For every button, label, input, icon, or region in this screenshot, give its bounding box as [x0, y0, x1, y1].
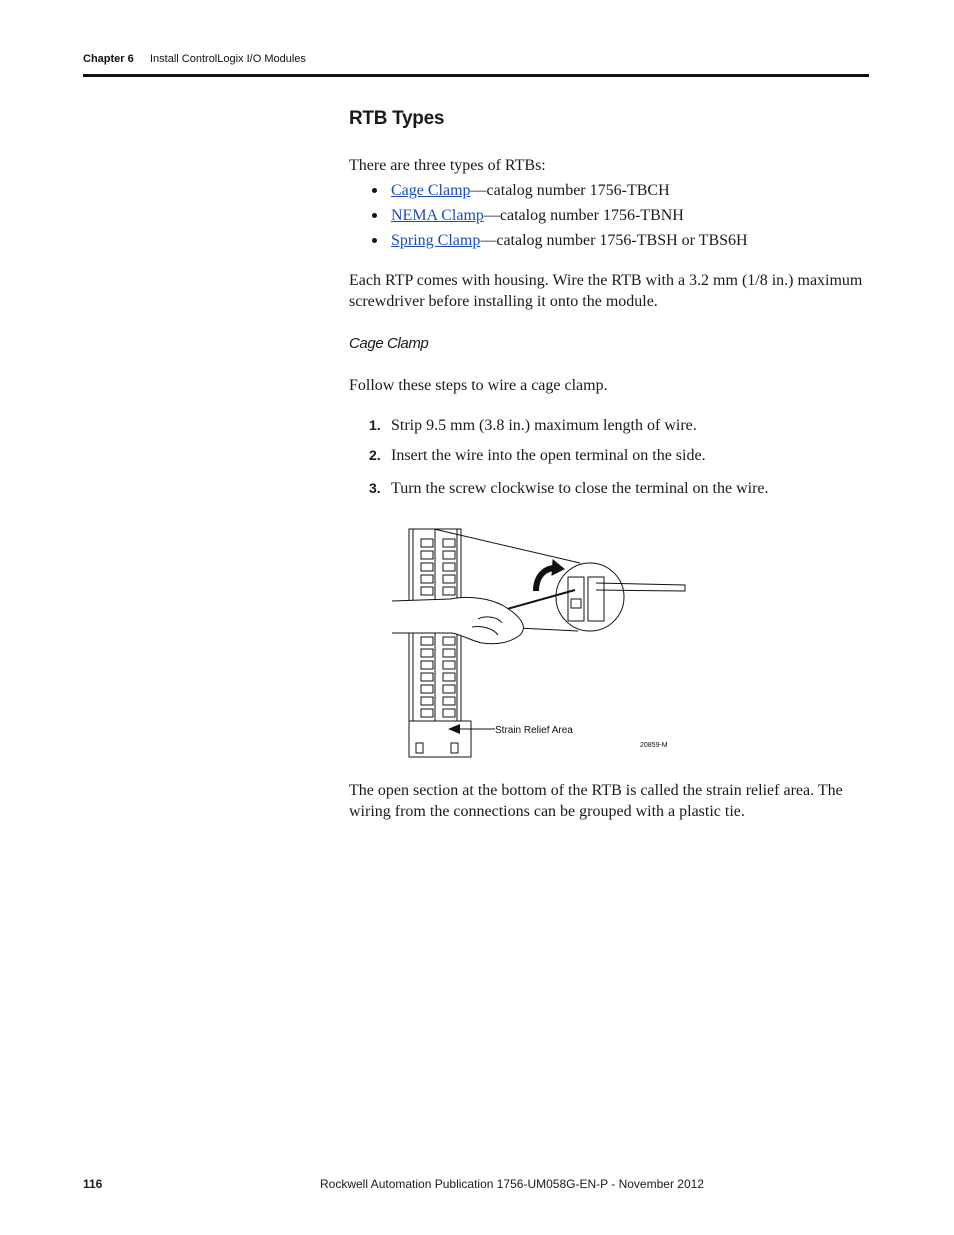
step-3	[369, 478, 769, 499]
publication-info: Rockwell Automation Publication 1756-UM058G-EN-P - November 2012	[320, 1177, 704, 1191]
running-header	[83, 53, 306, 65]
step-text: Strip 9.5 mm (3.8 in.) maximum length of wire.	[391, 417, 697, 434]
hand	[392, 597, 523, 643]
list-item	[349, 180, 748, 205]
screwdriver	[500, 590, 575, 611]
nema-clamp-link[interactable]: NEMA Clamp	[391, 207, 484, 224]
terminal-rows-top	[421, 539, 455, 595]
header-rule	[83, 74, 869, 77]
cage-clamp-link[interactable]: Cage Clamp	[391, 182, 471, 199]
step-text: Turn the screw clockwise to close the terminal on the wire.	[391, 480, 769, 497]
step-1	[369, 415, 697, 436]
figure-id: 20859-M	[640, 742, 668, 749]
step-text: Insert the wire into the open terminal on the side.	[391, 447, 706, 464]
steps-intro: Follow these steps to wire a cage clamp.	[349, 377, 608, 394]
list-item	[349, 230, 748, 255]
list-item	[349, 205, 748, 230]
step-number: 2.	[369, 447, 381, 463]
intro-paragraph: There are three types of RTBs:	[349, 157, 546, 174]
chapter-title: Install ControlLogix I/O Modules	[150, 53, 306, 65]
chapter-label: Chapter 6	[83, 53, 134, 65]
strain-relief-label: Strain Relief Area	[495, 725, 573, 736]
list-item-text: —catalog number 1756-TBSH or TBS6H	[480, 232, 748, 249]
list-item-text: —catalog number 1756-TBCH	[470, 182, 670, 199]
cage-clamp-wiring-figure	[390, 515, 690, 765]
wire	[596, 583, 685, 591]
section-heading: RTB Types	[349, 108, 445, 129]
cage-clamp-subheading: Cage Clamp	[349, 335, 429, 352]
page-number: 116	[83, 1177, 103, 1191]
spring-clamp-link[interactable]: Spring Clamp	[391, 232, 481, 249]
rtb-types-list	[349, 180, 748, 255]
terminal-rows-bottom	[421, 637, 455, 717]
strain-relief-area	[409, 721, 471, 757]
closing-paragraph: The open section at the bottom of the RTB is called the strain relief area. The wiring from the connections can be grouped with a plastic tie.	[349, 782, 843, 820]
step-number: 1.	[369, 417, 381, 433]
step-2	[369, 445, 706, 466]
list-item-text: —catalog number 1756-TBNH	[483, 207, 684, 224]
housing-paragraph: Each RTP comes with housing. Wire the RTB with a 3.2 mm (1/8 in.) maximum screwdriver before installing it onto the module.	[349, 272, 863, 310]
step-number: 3.	[369, 480, 381, 496]
